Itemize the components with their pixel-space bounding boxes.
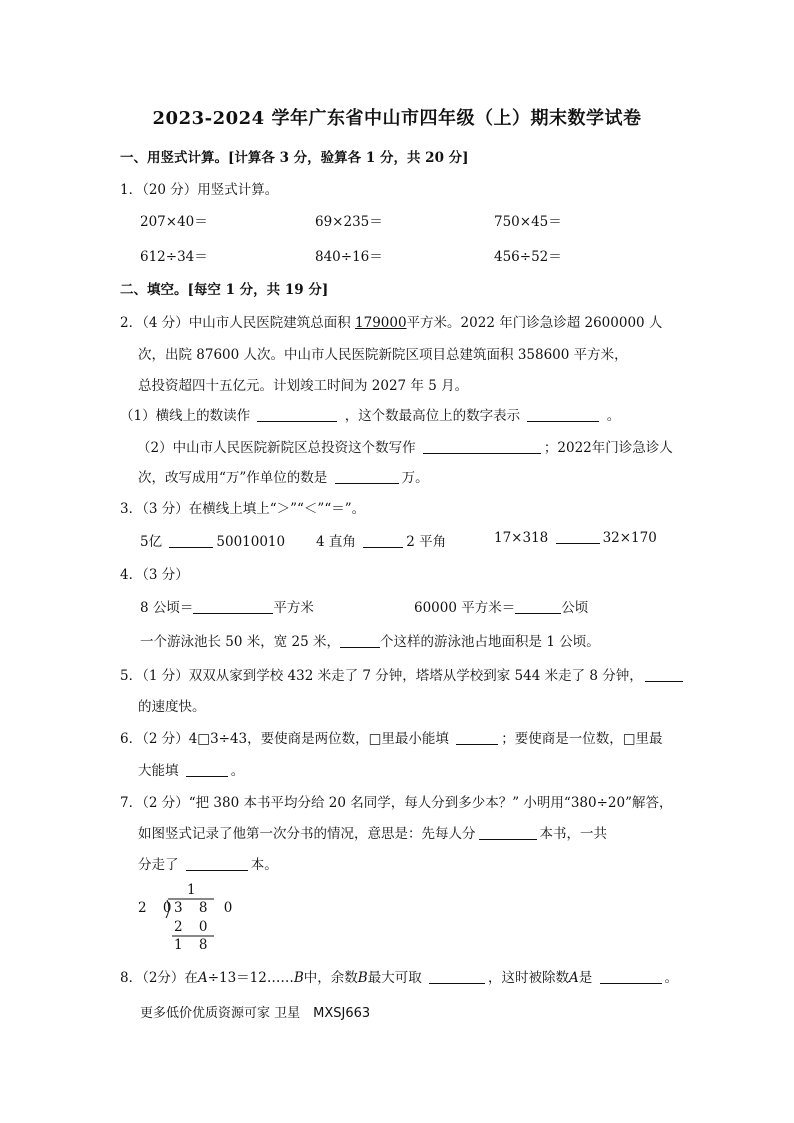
q2-part2-a: （2）中山市人民医院新院区总投资这个数写作 <box>137 440 416 456</box>
q3-item3-blank[interactable] <box>556 531 600 544</box>
q8-var-b: B <box>293 970 304 986</box>
q3-item1-blank[interactable] <box>169 535 213 548</box>
q4-part-c <box>140 630 600 650</box>
q2-line1-b: 平方米。2022 年门诊急诊超 2600000 人 <box>406 315 663 331</box>
q4-a1: 8 公顷＝ <box>140 600 194 616</box>
q2-part2-line1 <box>137 436 673 456</box>
division-bracket <box>130 880 250 952</box>
q3-item3-b: 32×170 <box>602 530 657 546</box>
q3-item1-b: 50010010 <box>216 534 286 550</box>
q8-a: 8．（2分）在 <box>120 970 198 986</box>
q2-part2-blank2[interactable] <box>335 471 399 484</box>
q8-g: 最大可取 <box>367 970 422 986</box>
q7-line3 <box>138 853 278 873</box>
q4-part-a <box>140 596 314 616</box>
q4-stem: 4．（3 分） <box>120 567 189 583</box>
section1-heading: 一、用竖式计算。[计算各 3 分，验算各 1 分，共 20 分] <box>120 150 469 166</box>
division-divisor: 2 0 <box>138 900 178 916</box>
q6-line1-a: 6．（2 分）4□3÷43，要使商是两位数，□里最小能填 <box>120 731 449 747</box>
q6-line2-b: 。 <box>230 763 245 779</box>
q3-item2 <box>316 530 446 550</box>
q8-line <box>120 966 678 986</box>
q4-b2: 公顷 <box>561 600 589 616</box>
q5-blank[interactable] <box>645 669 683 682</box>
section2-heading: 二、填空。[每空 1 分，共 19 分] <box>120 282 329 298</box>
division-product: 2 0 <box>174 919 214 935</box>
q8-c: ÷13＝12…… <box>207 970 294 986</box>
q8-blank2[interactable] <box>600 971 662 984</box>
q2-part2-b: ；2022年门诊急诊人 <box>543 440 673 456</box>
q4-c2: 个这样的游泳池占地面积是 1 公顷。 <box>380 634 600 650</box>
q8-var-b2: B <box>357 970 368 986</box>
q4-part-b <box>414 596 588 616</box>
page-title: 2023-2024 学年广东省中山市四年级（上）期末数学试卷 <box>152 108 642 129</box>
q2-line2: 次，出院 87600 人次。中山市人民医院新院区项目总建筑面积 358600 平方米， <box>138 347 628 363</box>
q7-line3-a: 分走了 <box>138 857 179 873</box>
q5-line1 <box>120 664 686 684</box>
q7-line1: 7．（2 分）“把 380 本书平均分给 20 名同学，每人分到多少本？” 小明用“380÷20”解答， <box>120 795 673 811</box>
q8-blank1[interactable] <box>429 971 485 984</box>
q8-h: ，这时被除数 <box>488 970 569 986</box>
calc-69x235: 69×235＝ <box>315 214 383 230</box>
q3-item3-a: 17×318 <box>494 530 549 546</box>
q2-part1-blank1[interactable] <box>257 409 337 422</box>
q7-line2 <box>138 822 607 842</box>
calc-207x40: 207×40＝ <box>140 214 208 230</box>
q2-line3: 总投资超四十五亿元。计划竣工时间为 2027 年 5 月。 <box>138 378 469 394</box>
calc-750x45: 750×45＝ <box>494 214 562 230</box>
q3-item1 <box>140 530 285 550</box>
q2-part1-blank2[interactable] <box>527 409 599 422</box>
division-quotient: 1 <box>187 882 202 898</box>
q3-stem: 3．（3 分）在横线上填上“＞”“＜”“＝”。 <box>120 501 366 517</box>
q7-blank1[interactable] <box>479 827 537 840</box>
q7-line2-a: 如图竖式记录了他第一次分书的情况，意思是：先每人分 <box>138 826 476 842</box>
q8-j: 是 <box>578 970 593 986</box>
q2-line1 <box>120 311 662 331</box>
q3-item2-b: 2 平角 <box>406 534 447 550</box>
q7-line3-b: 本。 <box>250 857 278 873</box>
q2-part1-c: 。 <box>606 408 621 424</box>
q3-item2-a: 4 直角 <box>316 534 356 550</box>
q3-item1-a: 5亿 <box>140 534 163 550</box>
q2-part2-c: 次，改写成用“万”作单位的数是 <box>138 470 328 486</box>
q2-part2-d: 万。 <box>401 470 429 486</box>
long-division-figure <box>130 880 250 952</box>
q5-line1-text: 5．（1 分）双双从家到学校 432 米走了 7 分钟，塔塔从学校到家 544 米走了 8 分钟， <box>120 668 643 684</box>
footer-note: 更多低价优质资源可家 卫星 MXSJ663 <box>140 1006 371 1021</box>
division-remainder: 1 8 <box>174 937 214 953</box>
q2-part2-line2 <box>138 466 429 486</box>
q2-part1-a: （1）横线上的数读作 <box>120 408 251 424</box>
q6-blank2[interactable] <box>186 764 228 777</box>
q1-stem: 1．（20 分）用竖式计算。 <box>120 182 279 198</box>
q4-blank-a[interactable] <box>193 601 273 614</box>
q7-blank2[interactable] <box>186 858 248 871</box>
q2-part1-b: ，这个数最高位上的数字表示 <box>344 408 521 424</box>
q4-c1: 一个游泳池长 50 米，宽 25 米， <box>140 634 341 650</box>
q5-line2: 的速度快。 <box>138 699 206 715</box>
q8-k: 。 <box>664 970 679 986</box>
q2-part1 <box>120 404 620 424</box>
q4-blank-c[interactable] <box>340 635 380 648</box>
q3-item2-blank[interactable] <box>363 535 403 548</box>
calc-612div34: 612÷34＝ <box>140 249 208 265</box>
q6-line1 <box>120 727 662 747</box>
q3-item3 <box>494 530 657 546</box>
calc-840div16: 840÷16＝ <box>315 249 383 265</box>
q2-line1-a: 2．（4 分）中山市人民医院建筑总面积 <box>120 315 356 331</box>
q8-var-a2: A <box>569 970 579 986</box>
q8-var-a: A <box>197 970 208 986</box>
q6-line2 <box>138 759 244 779</box>
q6-blank1[interactable] <box>456 732 498 745</box>
q2-underlined-number: 179000 <box>355 315 407 331</box>
q6-line2-a: 大能填 <box>138 763 179 779</box>
q6-line1-b: ；要使商是一位数，□里最 <box>501 731 663 747</box>
division-dividend: 3 8 0 <box>174 900 239 916</box>
calc-456div52: 456÷52＝ <box>494 249 562 265</box>
q7-line2-b: 本书，一共 <box>539 826 607 842</box>
q4-blank-b[interactable] <box>515 601 561 614</box>
q8-e: 中，余数 <box>303 970 358 986</box>
q4-b1: 60000 平方米＝ <box>414 600 516 616</box>
q4-a2: 平方米 <box>273 600 314 616</box>
q2-part2-blank1[interactable] <box>423 441 541 454</box>
